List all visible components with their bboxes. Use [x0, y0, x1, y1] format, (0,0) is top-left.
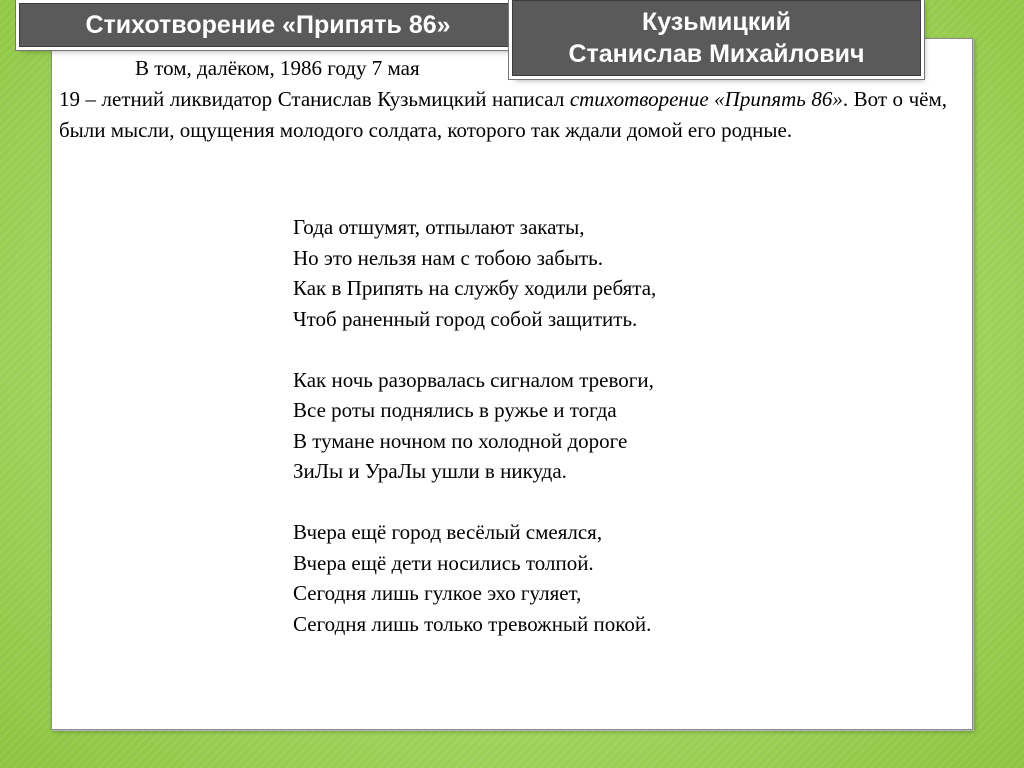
poem-line: ЗиЛы и УраЛы ушли в никуда.: [293, 459, 567, 483]
poem-line: Но это нельзя нам с тобою забыть.: [293, 245, 604, 270]
poem-line: Как в Припять на службу ходили ребята,: [293, 276, 657, 300]
poem-line: Года отшумят, отпылают закаты,: [293, 215, 585, 239]
poem-line: В тумане ночном по холодной дороге: [293, 428, 628, 453]
poem-line: Чтоб раненный город собой защитить.: [293, 306, 638, 331]
author-given-names: Станислав Михайлович: [568, 40, 865, 68]
poem-line: Сегодня лишь только тревожный покой.: [293, 611, 652, 636]
poem-line: Вчера ещё дети носились толпой.: [293, 550, 594, 575]
poem-stanza: [293, 517, 813, 639]
slide-title: Стихотворение «Припять 86»: [19, 3, 517, 47]
poem-line: Сегодня лишь гулкое эхо гуляет,: [293, 581, 582, 605]
poem: [293, 212, 813, 670]
poem-stanza: [293, 212, 813, 334]
intro-first-line: В том, далёком, 1986 году 7 мая: [135, 56, 420, 80]
intro-poem-reference: стихотворение «Припять 86»: [569, 87, 843, 111]
poem-line: Как ночь разорвалась сигналом тревоги,: [293, 367, 654, 392]
poem-line: Все роты поднялись в ружье и тогда: [293, 398, 617, 422]
poem-stanza: [293, 365, 813, 487]
intro-body: [59, 84, 947, 146]
intro-text-start: 19 – летний ликвидатор Станислав Кузьмицкий написал: [59, 87, 570, 111]
poem-line: Вчера ещё город весёлый смеялся,: [293, 520, 603, 544]
intro-text-end: . Вот о чём, были мысли, ощущения молодого солдата, которого так ждали домой его родные.: [59, 87, 947, 142]
author-surname: Кузьмицкий: [641, 8, 792, 36]
intro-paragraph: [59, 53, 947, 146]
